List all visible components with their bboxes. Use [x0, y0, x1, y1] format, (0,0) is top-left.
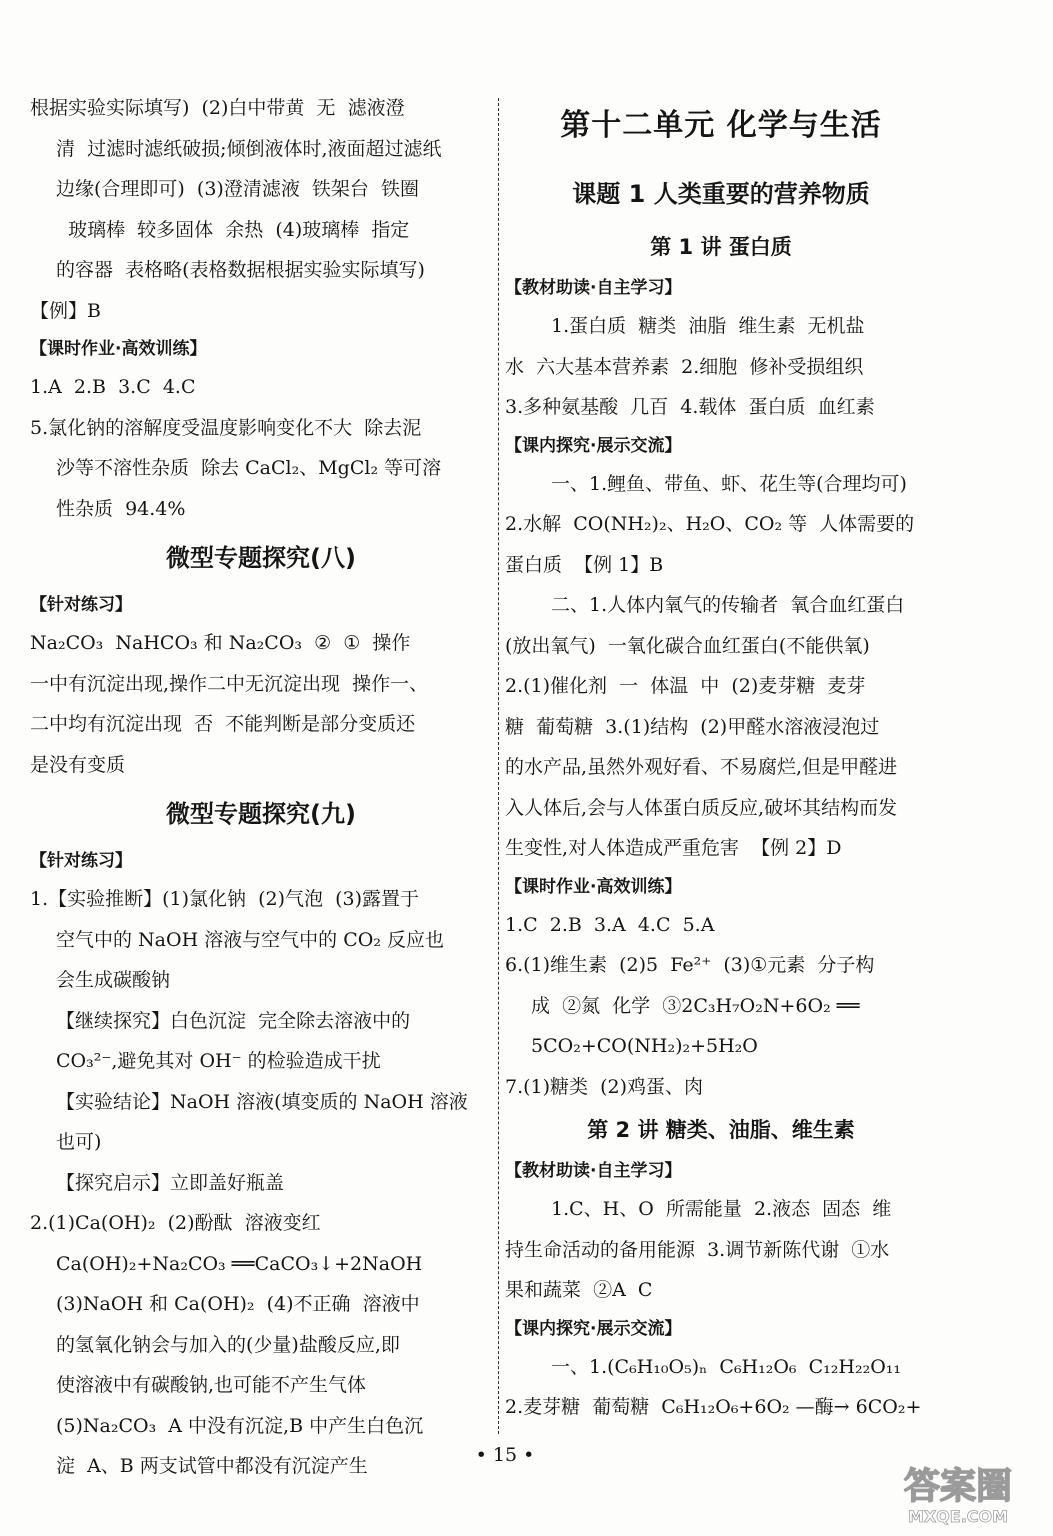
text-line: 二、1.人体内氧气的传输者 氧合血红蛋白 — [551, 594, 905, 616]
text-line: 根据实验实际填写) (2)白中带黄 无 滤液澄 — [30, 97, 405, 119]
text-line: 空气中的 NaOH 溶液与空气中的 CO₂ 反应也 — [56, 928, 444, 951]
text-line: 二中均有沉淀出现 否 不能判断是部分变质还 — [30, 713, 416, 735]
text-line: 糖 葡萄糖 3.(1)结构 (2)甲醛水溶液浸泡过 — [505, 715, 880, 738]
text-line: 的氢氧化钠会与加入的(少量)盐酸反应,即 — [56, 1333, 400, 1356]
text-line: 的水产品,虽然外观好看、不易腐烂,但是甲醛进 — [505, 756, 898, 778]
text-line: 2.(1)Ca(OH)₂ (2)酚酞 溶液变红 — [30, 1212, 321, 1234]
text-line: 2.(1)催化剂 一 体温 中 (2)麦芽糖 麦芽 — [505, 675, 866, 697]
section-label: 【课内探究·展示交流】 — [505, 1318, 682, 1339]
text-line: 1.【实验推断】(1)氯化钠 (2)气泡 (3)露置于 — [30, 888, 420, 910]
text-line: 【实验结论】NaOH 溶液(填变质的 NaOH 溶液 — [56, 1090, 468, 1113]
text-line: 成 ②氮 化学 ③2C₃H₇O₂N+6O₂ ══ — [531, 994, 860, 1017]
column-divider — [498, 98, 500, 1434]
section-label: 【教材助读·自主学习】 — [505, 278, 682, 298]
text-line: (放出氧气) 一氧化碳合血红蛋白(不能供氧) — [505, 634, 870, 657]
text-line: 蛋白质 【例 1】B — [505, 553, 664, 576]
lecture-title: 第 1 讲 蛋白质 — [650, 235, 792, 259]
text-line: 6.(1)维生素 (2)5 Fe²⁺ (3)①元素 分子构 — [505, 954, 875, 976]
section-label: 【针对练习】 — [30, 595, 132, 615]
text-line: 1.C、H、O 所需能量 2.液态 固态 维 — [551, 1198, 892, 1220]
topic-heading: 微型专题探究(九) — [166, 800, 356, 828]
text-line: 3.多种氨基酸 几百 4.载体 蛋白质 血红素 — [505, 396, 875, 418]
page-number: • 15 • — [475, 1444, 535, 1466]
left-column — [30, 88, 492, 1487]
section-label: 【课时作业·高效训练】 — [30, 339, 207, 359]
text-line: 也可) — [56, 1131, 102, 1153]
text-line: CO₃²⁻,避免其对 OH⁻ 的检验造成干扰 — [56, 1050, 381, 1072]
text-line: Ca(OH)₂+Na₂CO₃ ══CaCO₃↓+2NaOH — [56, 1252, 423, 1275]
text-line: 【探究启示】立即盖好瓶盖 — [56, 1171, 285, 1194]
text-line: 一、1.鲤鱼、带鱼、虾、花生等(合理均可) — [551, 472, 907, 495]
text-line: 会生成碳酸钠 — [56, 969, 171, 991]
text-line: 沙等不溶性杂质 除去 CaCl₂、MgCl₂ 等可溶 — [56, 457, 442, 479]
text-line: 1.C 2.B 3.A 4.C 5.A — [505, 913, 715, 936]
text-line: 边缘(合理即可) (3)澄清滤液 铁架台 铁圈 — [56, 178, 419, 200]
lesson-title: 课题 1 人类重要的营养物质 — [572, 180, 870, 208]
text-line: 一中有沉淀出现,操作二中无沉淀出现 操作一、 — [30, 672, 429, 695]
section-label: 【教材助读·自主学习】 — [505, 1161, 682, 1181]
text-line: 【例】B — [30, 299, 101, 322]
text-line: 淀 A、B 两支试管中都没有沉淀产生 — [56, 1455, 368, 1477]
text-line: 入人体后,会与人体蛋白质反应,破坏其结构而发 — [505, 796, 898, 819]
text-line: 7.(1)糖类 (2)鸡蛋、肉 — [505, 1075, 704, 1098]
text-line: Na₂CO₃ NaHCO₃ 和 Na₂CO₃ ② ① 操作 — [30, 632, 411, 654]
text-line: 使溶液中有碳酸钠,也可能不产生气体 — [56, 1374, 367, 1396]
watermark-logo — [878, 1456, 1038, 1528]
text-line: 2.水解 CO(NH₂)₂、H₂O、CO₂ 等 人体需要的 — [505, 513, 915, 535]
text-line: 性杂质 94.4% — [56, 497, 186, 520]
section-label: 【课内探究·展示交流】 — [505, 435, 682, 456]
section-label: 【课时作业·高效训练】 — [505, 876, 682, 897]
unit-title: 第十二单元 化学与生活 — [560, 108, 882, 143]
text-line: 果和蔬菜 ②A C — [505, 1279, 653, 1301]
right-column — [505, 88, 937, 1428]
text-line: 一、1.(C₆H₁₀O₅)ₙ C₆H₁₂O₆ C₁₂H₂₂O₁₁ — [551, 1355, 902, 1378]
text-line: 【继续探究】白色沉淀 完全除去溶液中的 — [56, 1009, 411, 1032]
text-line: 生变性,对人体造成严重危害 【例 2】D — [505, 837, 842, 859]
text-line: 2.麦芽糖 葡萄糖 C₆H₁₂O₆+6O₂ —酶→ 6CO₂+ — [505, 1396, 922, 1418]
text-line: 持生命活动的备用能源 3.调节新陈代谢 ①水 — [505, 1238, 890, 1261]
text-line: (5)Na₂CO₃ A 中没有沉淀,B 中产生白色沉 — [56, 1414, 424, 1437]
text-line: 是没有变质 — [30, 753, 126, 776]
section-label: 【针对练习】 — [30, 851, 132, 871]
watermark-subtext: MXQE.COM — [907, 1507, 1009, 1526]
text-line: 水 六大基本营养素 2.细胞 修补受损组织 — [505, 355, 864, 378]
lecture-title: 第 2 讲 糖类、油脂、维生素 — [587, 1118, 855, 1142]
text-line: (3)NaOH 和 Ca(OH)₂ (4)不正确 溶液中 — [56, 1293, 420, 1315]
text-line: 玻璃棒 较多固体 余热 (4)玻璃棒 指定 — [56, 218, 410, 241]
text-line: 1.A 2.B 3.C 4.C — [30, 376, 196, 398]
watermark-text: 答案圈 — [903, 1466, 1013, 1507]
text-line: 5CO₂+CO(NH₂)₂+5H₂O — [531, 1035, 758, 1057]
text-line: 的容器 表格略(表格数据根据实验实际填写) — [56, 259, 425, 281]
text-line: 5.氯化钠的溶解度受温度影响变化不大 除去泥 — [30, 416, 422, 439]
text-line: 清 过滤时滤纸破损;倾倒液体时,液面超过滤纸 — [56, 137, 442, 160]
text-line: 1.蛋白质 糖类 油脂 维生素 无机盐 — [551, 315, 865, 337]
topic-heading: 微型专题探究(八) — [166, 544, 356, 572]
